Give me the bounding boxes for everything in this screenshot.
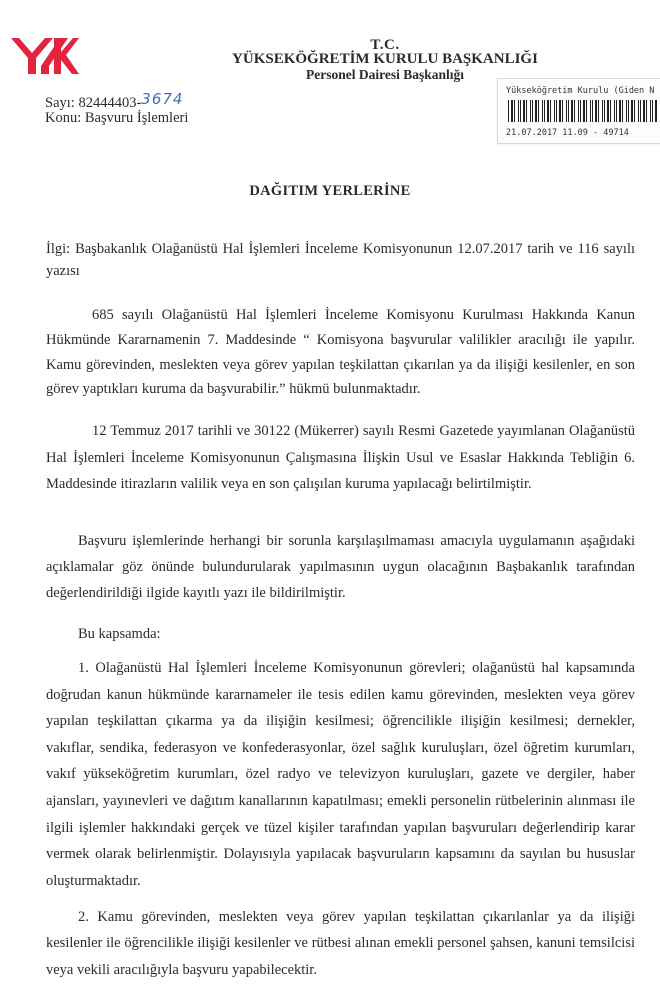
header-organization: YÜKSEKÖĞRETİM KURULU BAŞKANLIĞI bbox=[232, 51, 538, 67]
reference-line: İlgi: Başbakanlık Olağanüstü Hal İşlemleri İnceleme Komisyonunun 12.07.2017 tarih ve 116 sayılı yazısı bbox=[46, 241, 635, 279]
stamp-date-number: 21.07.2017 11.09 - 49714 bbox=[506, 128, 629, 138]
paragraph-1: 685 sayılı Olağanüstü Hal İşlemleri İnceleme Komisyonu Kurulması Hakkında Kanun Hükmünde Kararnamenin 7. Maddesinde “ Komisyona başvurular valilikler aracılığı ile yapılır. Kamu görevinden, meslekten veya görev yapılan teşkilattan çıkarılan ya da ilişiği kesilenler, en son görev yaptıkları kuruma da başvurabilir.” hükmü bulunmaktadır. bbox=[46, 307, 635, 398]
konu-label: Konu: bbox=[45, 110, 82, 126]
konu-value: Başvuru İşlemleri bbox=[84, 110, 189, 126]
list-item-2: 2. Kamu görevinden, meslekten veya görev yapılan teşkilattan çıkarılanlar ya da ilişiği kesilenler ile öğrencilikle ilişiği kesilenler ve rütbesi alınan emekli personel şahsen, kanuni temsilcisi veya vekili aracılığıyla başvuru yapabilecektir. bbox=[46, 909, 635, 978]
sayi-label: Sayı: bbox=[45, 95, 75, 111]
header-department: Personel Dairesi Başkanlığı bbox=[305, 67, 464, 82]
paragraph-2: 12 Temmuz 2017 tarihli ve 30122 (Mükerrer) sayılı Resmi Gazetede yayımlanan Olağanüstü Hal İşlemleri İnceleme Komisyonunun Çalışmasına İlişkin Usul ve Esaslar Hakkında Tebliğin 6. Maddesinde itirazların valilik veya en son çalışılan kuruma yapılacağı belirtilmiştir. bbox=[46, 423, 635, 492]
document-title: DAĞITIM YERLERİNE bbox=[249, 183, 411, 199]
stamp-institution: Yükseköğretim Kurulu (Giden N bbox=[506, 86, 655, 96]
registry-stamp bbox=[497, 78, 660, 144]
document-subject bbox=[45, 110, 188, 127]
sayi-value: 82444403- bbox=[78, 95, 142, 111]
barcode-icon bbox=[508, 100, 658, 122]
paragraph-3: Başvuru işlemlerinde herhangi bir sorunla karşılaşılmaması amacıyla uygulamanın aşağıdaki açıklamalar göz önünde bulundurularak yapılmasının uygun olacağının Başbakanlık tarafından değerlendirildiği ilgide kayıtlı yazı ile bildirilmiştir. bbox=[46, 533, 635, 601]
paragraph-scope: Bu kapsamda: bbox=[78, 626, 161, 642]
yok-logo bbox=[11, 38, 79, 74]
list-item-1: 1. Olağanüstü Hal İşlemleri İnceleme Komisyonunun görevleri; olağanüstü hal kapsamında doğrudan kanun hükmünde kararnameler ile tesis edilen kamu görevinden, meslekten veya görev yapılan teşkilattan çıkarma ya da ilişiğin kesilmesi; öğrencilikle ilişiğin kesilmesi; dernekler, vakıflar, sendika, federasyon ve konfederasyonlar, özel sağlık kuruluşları, özel öğretim kurumları, vakıf yükseköğretim kurumları, özel radyo ve televizyon kuruluşları, gazete ve dergiler, haber ajansları, yayınevleri ve dağıtım kanallarının kapatılması; emekli personelin rütbelerinin alınması ile ilgili işlemler hakkındaki gerçek ve tüzel kişiler tarafından yapılan başvuruları değerlendirip karar vermek olarak belirlenmiştir. Dolayısıyla yapılacak başvuruların kapsamını da sayılan bu hususlar oluşturmaktadır. bbox=[46, 660, 635, 889]
header-tc: T.C. bbox=[370, 37, 400, 53]
handwritten-number: 3674 bbox=[141, 90, 184, 108]
